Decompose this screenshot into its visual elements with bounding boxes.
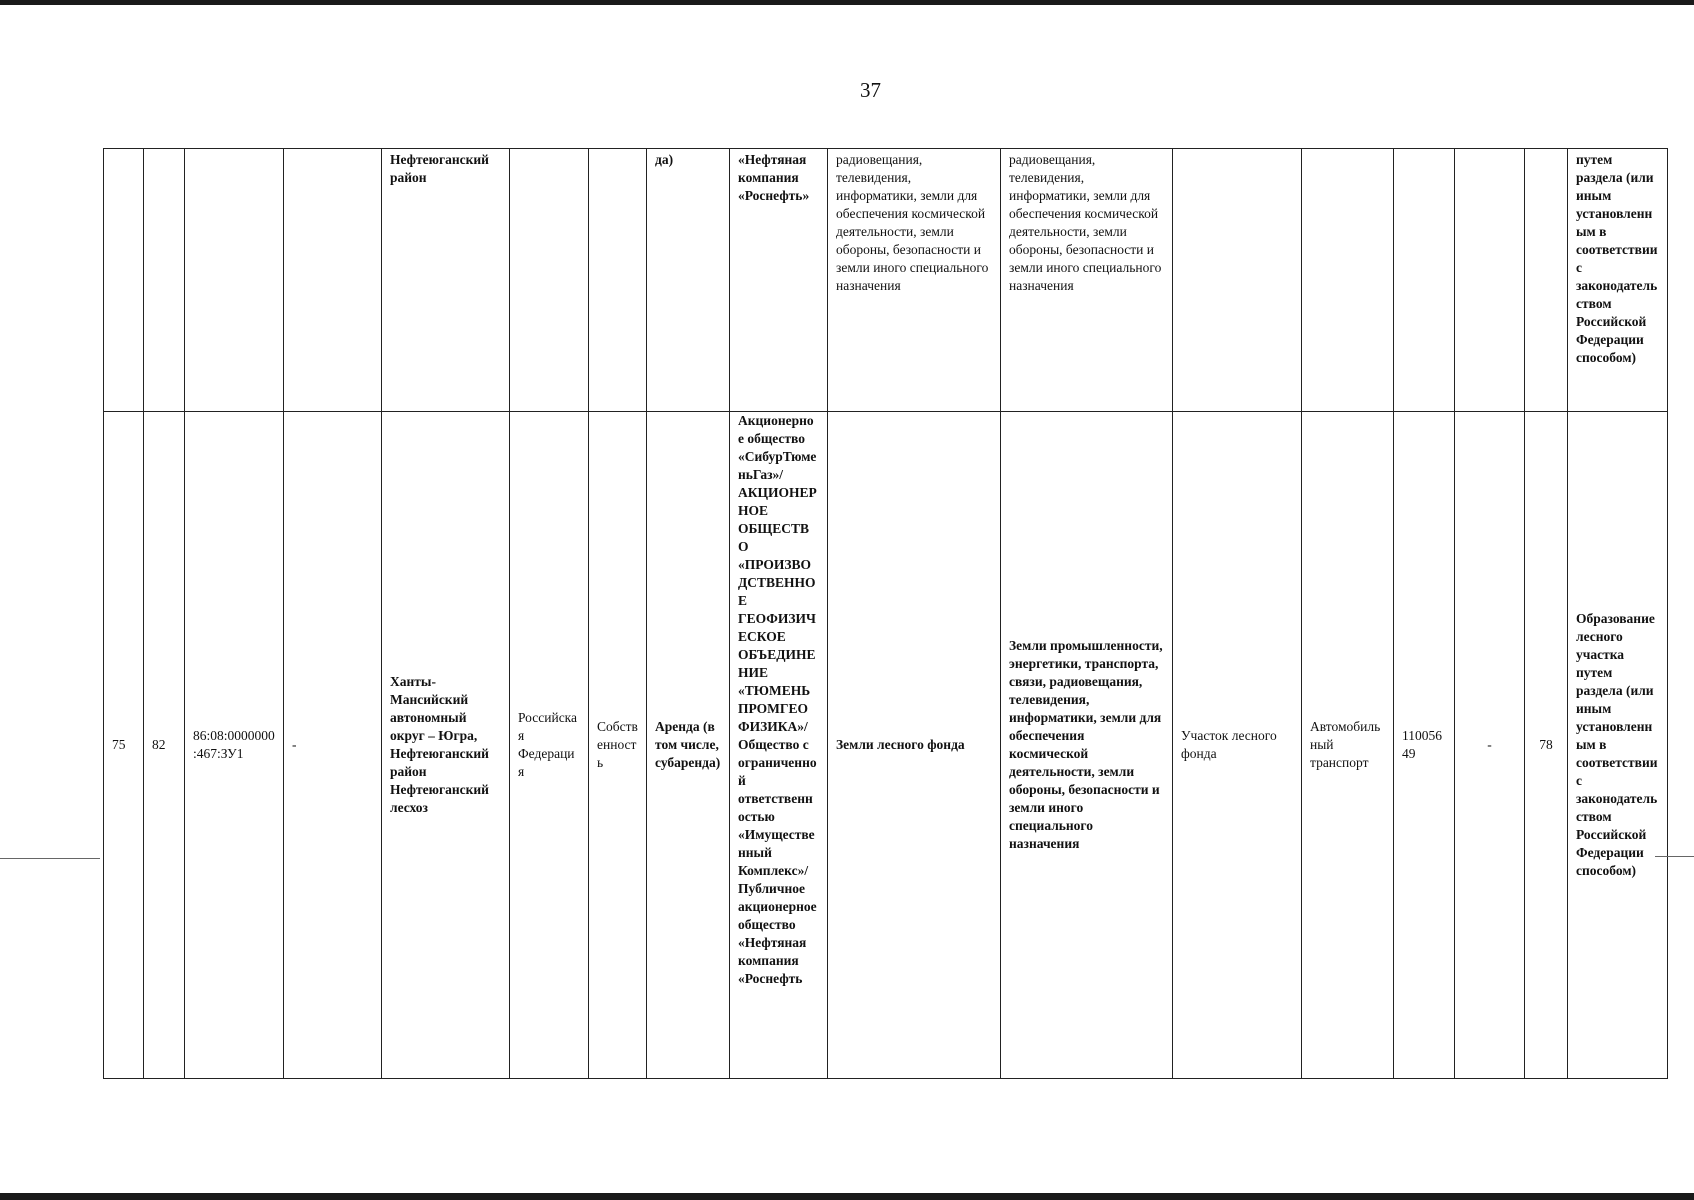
cell-encumbrance: Аренда (в том числе, субаренда) xyxy=(647,412,730,1079)
cell-number xyxy=(1394,149,1455,412)
cell-cadastral xyxy=(185,149,284,412)
cell-transport xyxy=(1302,149,1394,412)
cell-number: 11005649 xyxy=(1394,412,1455,1079)
cell-encumbrance: да) xyxy=(647,149,730,412)
cell-owner xyxy=(510,149,589,412)
cell-num xyxy=(104,149,144,412)
table-row-continued xyxy=(104,149,1668,412)
cell-method: путем раздела (или иным установленным в соответствии с законодательством Российской Федерации способом) xyxy=(1568,149,1668,412)
cell-num2 xyxy=(144,149,185,412)
cell-holder: Акционерное общество «СибурТюменьГаз»/ АКЦИОНЕРНОЕ ОБЩЕСТВО «ПРОИЗВОДСТВЕННОЕ ГЕОФИЗИЧЕСКОЕ ОБЪЕДИНЕНИЕ «ТЮМЕНЬПРОМГЕОФИЗИКА»/Общество с ограниченной ответственностью «Имущественный Комплекс»/Публичное акционерное общество «Нефтяная компания «Роснефть xyxy=(730,412,828,1079)
cell-right xyxy=(589,149,647,412)
cell-num: 75 xyxy=(104,412,144,1079)
cell-cadastral: 86:08:0000000:467:ЗУ1 xyxy=(185,412,284,1079)
cell-category: радиовещания, телевидения, информатики, земли для обеспечения космической деятельности, земли обороны, безопасности и земли иного специального назначения xyxy=(828,149,1001,412)
cell-category-to: Земли промышленности, энергетики, транспорта, связи, радиовещания, телевидения, информатики, земли для обеспечения космической деятельности, земли обороны, безопасности и земли иного специального назначения xyxy=(1001,412,1173,1079)
scan-artifact-line xyxy=(0,858,100,859)
cell-dash xyxy=(284,149,382,412)
table-row-main xyxy=(104,412,1668,1079)
cell-location: Нефтеюганский район xyxy=(382,149,510,412)
cell-dash2 xyxy=(1455,149,1525,412)
scan-artifact-line xyxy=(1655,856,1694,857)
cell-method: Образование лесного участка путем раздела (или иным установленным в соответствии с законодательством Российской Федерации способом) xyxy=(1568,412,1668,1079)
cell-purpose xyxy=(1173,149,1302,412)
cell-right: Собственность xyxy=(589,412,647,1079)
cell-location: Ханты-Мансийский автономный округ – Югра, Нефтеюганский район Нефтеюганский лесхоз xyxy=(382,412,510,1079)
cell-dash2: - xyxy=(1455,412,1525,1079)
cell-ref: 78 xyxy=(1525,412,1568,1079)
cell-dash: - xyxy=(284,412,382,1079)
scan-edge-bottom xyxy=(0,1193,1694,1200)
register-table xyxy=(103,148,1668,1079)
cell-owner: Российская Федерация xyxy=(510,412,589,1079)
cell-purpose: Участок лесного фонда xyxy=(1173,412,1302,1079)
scan-edge-top xyxy=(0,0,1694,5)
cell-ref xyxy=(1525,149,1568,412)
cell-transport: Автомобильный транспорт xyxy=(1302,412,1394,1079)
cell-category: Земли лесного фонда xyxy=(828,412,1001,1079)
cell-num2: 82 xyxy=(144,412,185,1079)
cell-category-to: радиовещания, телевидения, информатики, земли для обеспечения космической деятельности, земли обороны, безопасности и земли иного специального назначения xyxy=(1001,149,1173,412)
page-number: 37 xyxy=(860,78,881,102)
cell-holder: «Нефтяная компания «Роснефть» xyxy=(730,149,828,412)
